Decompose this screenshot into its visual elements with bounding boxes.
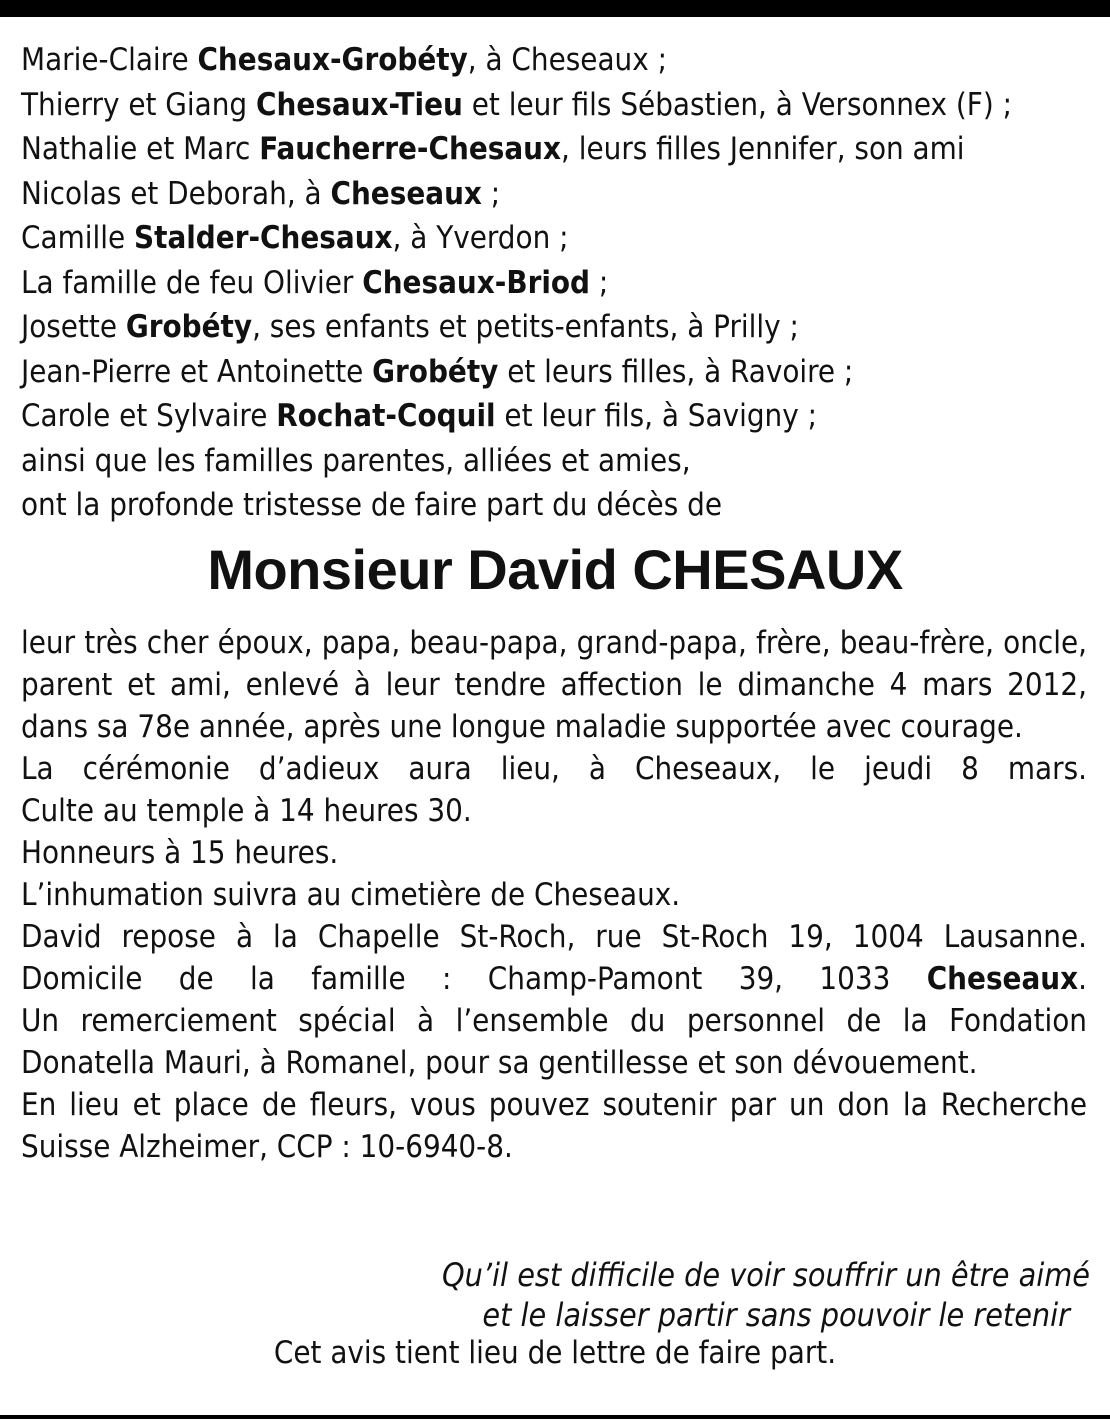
deceased-name: Monsieur David CHESAUX (207, 538, 903, 601)
quote-line: Qu’il est difficile de voir souffrir un être aimé (442, 1256, 1090, 1294)
closing-note: Cet avis tient lieu de lettre de faire part. (273, 1335, 837, 1371)
family-line: La famille de feu Olivier Chesaux-Briod ; (21, 264, 609, 301)
donation-paragraph: En lieu et place de fleurs, vous pouvez soutenir par un don la Recherche Suisse Alzheimer, CCP : 10-6940-8. (21, 1087, 1087, 1165)
family-line: Camille Stalder-Chesaux, à Yverdon ; (21, 220, 569, 256)
thanks-paragraph: Un remerciement spécial à l’ensemble du personnel de la Fondation Donatella Mauri, à Romanel, pour sa gentillesse et son dévouement. (21, 1003, 1087, 1081)
repose-line: David repose à la Chapelle St-Roch, rue St-Roch 19, 1004 Lausanne. (21, 919, 1087, 955)
family-line: Josette Grobéty, ses enfants et petits-enfants, à Prilly ; (21, 309, 799, 345)
family-line: Jean-Pierre et Antoinette Grobéty et leurs filles, à Ravoire ; (21, 353, 854, 390)
memorial-quote (290, 1255, 1090, 1335)
ceremony-line: La cérémonie d’adieux aura lieu, à Cheseaux, le jeudi 8 mars. (21, 751, 1087, 787)
family-line: Nathalie et Marc Faucherre-Chesaux, leurs filles Jennifer, son ami (21, 131, 965, 167)
top-rule (0, 0, 1110, 17)
honneurs-line: Honneurs à 15 heures. (21, 835, 339, 871)
family-list (21, 38, 1091, 528)
domicile-line: Domicile de la famille : Champ-Pamont 39, 1033 Cheseaux. (21, 961, 1087, 997)
family-line: Nicolas et Deborah, à Cheseaux ; (21, 175, 501, 212)
announcement-body (21, 622, 1087, 1168)
intro-line: ainsi que les familles parentes, alliées et amies, (21, 442, 691, 479)
family-line: Carole et Sylvaire Rochat-Coquil et leur fils, à Savigny ; (21, 398, 817, 434)
inhumation-line: L’inhumation suivra au cimetière de Cheseaux. (21, 877, 681, 913)
bottom-rule (0, 1415, 1110, 1419)
quote-line: et le laisser partir sans pouvoir le retenir (482, 1296, 1070, 1334)
family-line: Thierry et Giang Chesaux-Tieu et leur fils Sébastien, à Versonnex (F) ; (21, 86, 1012, 123)
intro-line: ont la profonde tristesse de faire part du décès de (21, 487, 722, 523)
family-line: Marie-Claire Chesaux-Grobéty, à Cheseaux ; (21, 42, 667, 78)
tribute-paragraph: leur très cher époux, papa, beau-papa, grand-papa, frère, beau-frère, oncle, parent et ami, enlevé à leur tendre affection le dimanche 4 mars 2012, dans sa 78e année, après une longue maladie supportée avec courage. (21, 625, 1087, 745)
culte-line: Culte au temple à 14 heures 30. (21, 793, 472, 829)
